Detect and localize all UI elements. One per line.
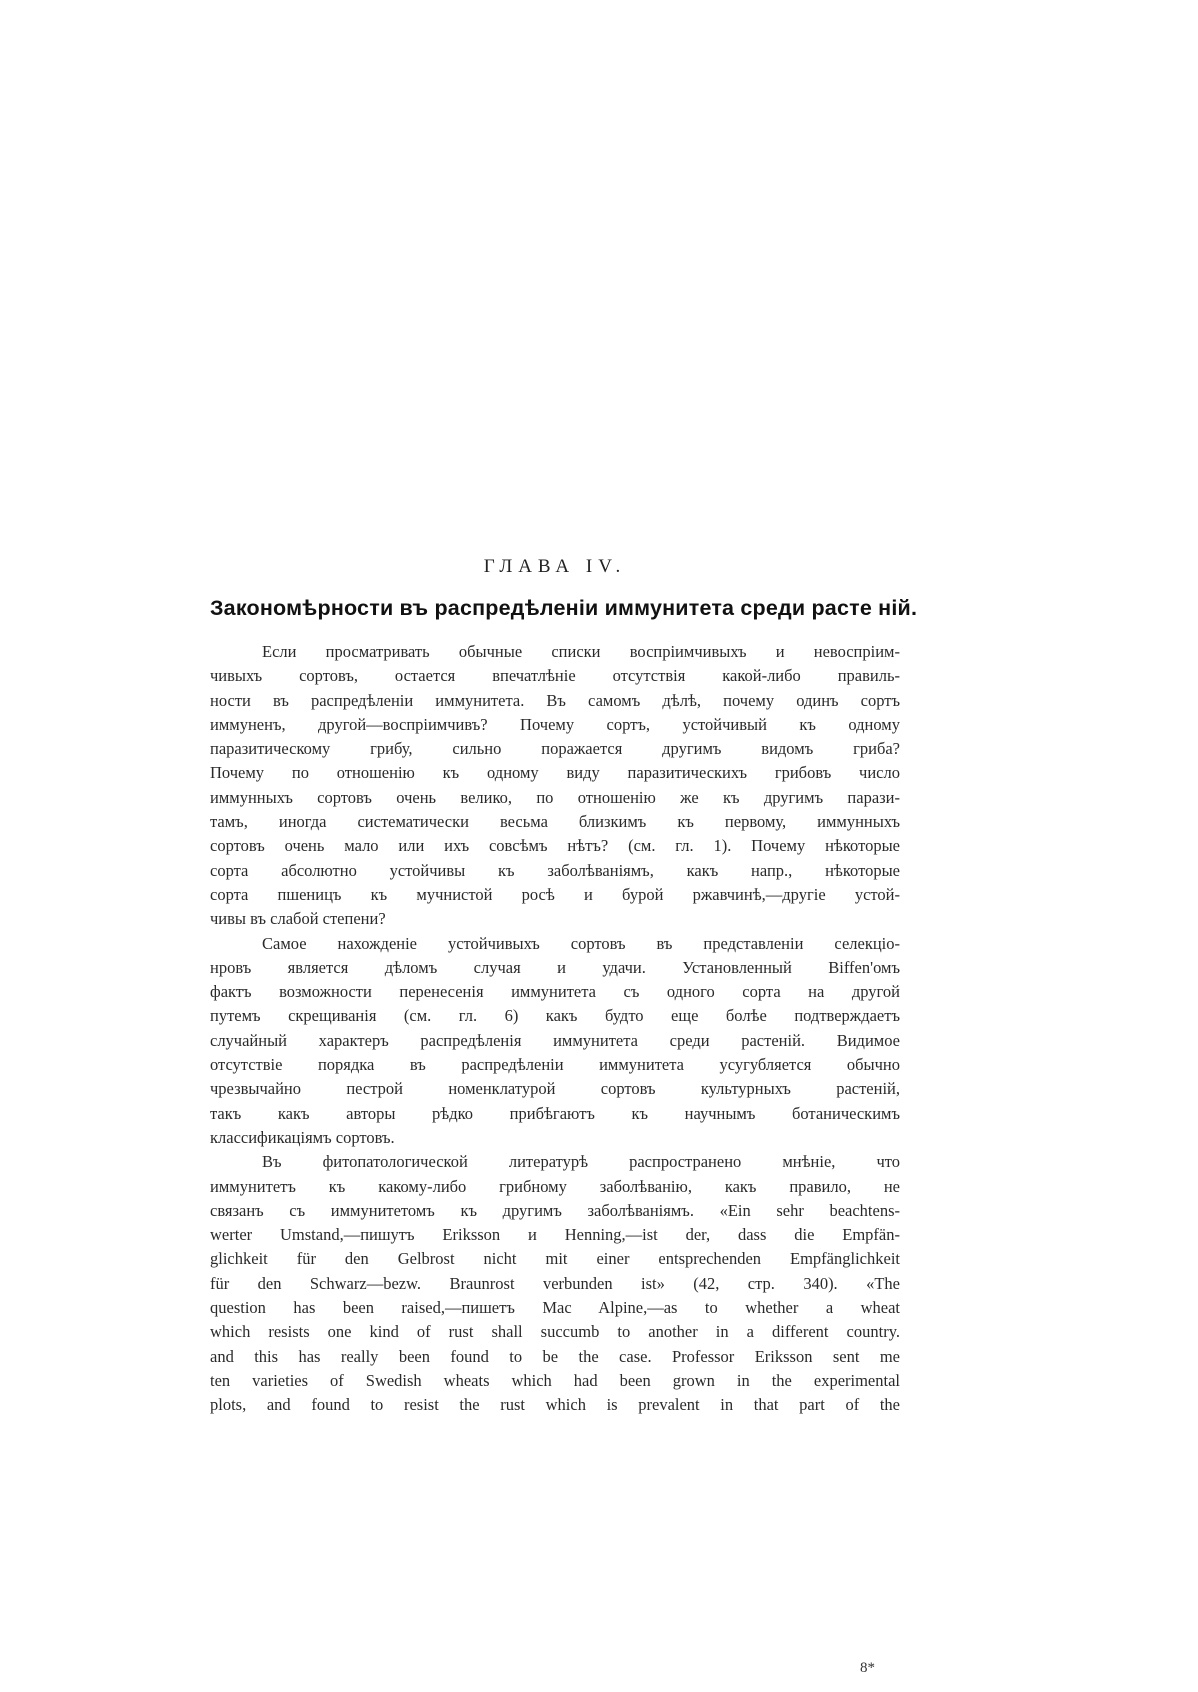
page-signature: 8*	[860, 1660, 875, 1676]
text-line: отсутствіе порядка въ распредѣленіи иммунитета усугубляется обычно	[210, 1055, 900, 1075]
text-line: путемъ скрещиванія (см. гл. 6) какъ будто еще болѣе подтверждаетъ	[210, 1006, 900, 1026]
text-line: сорта пшеницъ къ мучнистой росѣ и бурой ржавчинѣ,—другіе устой-	[210, 884, 900, 904]
text-line: иммуненъ, другой—воспріимчивъ? Почему сортъ, устойчивый къ одному	[210, 714, 900, 734]
text-line: нровъ является дѣломъ случая и удачи. Установленный Biffen'омъ	[210, 957, 900, 977]
text-line: für den Schwarz—bezw. Braunrost verbunden ist» (42, стр. 340). «The	[210, 1273, 900, 1293]
text-line: сортовъ очень мало или ихъ совсѣмъ нѣтъ? (см. гл. 1). Почему нѣкоторые	[210, 836, 900, 856]
text-line: question has been raised,—пишетъ Mac Alpine,—as to whether a wheat	[210, 1298, 900, 1318]
text-line: чрезвычайно пестрой номенклатурой сортовъ культурныхъ растеній,	[210, 1079, 900, 1099]
text-line: иммунныхъ сортовъ очень велико, по отношенію же къ другимъ парази-	[210, 787, 900, 807]
text-line: and this has really been found to be the case. Professor Eriksson sent me	[210, 1346, 900, 1366]
text-line: связанъ съ иммунитетомъ къ другимъ заболѣваніямъ. «Ein sehr beachtens-	[210, 1200, 900, 1220]
text-line: Въ фитопатологической литературѣ распространено мнѣніе, что	[262, 1152, 900, 1172]
text-line: такъ какъ авторы рѣдко прибѣгаютъ къ научнымъ ботаническимъ	[210, 1103, 900, 1123]
chapter-heading: ГЛАВА IV.	[483, 556, 627, 577]
text-line: сорта абсолютно устойчивы къ заболѣваніямъ, какъ напр., нѣкоторые	[210, 860, 900, 880]
text-line: чивы въ слабой степени?	[210, 909, 386, 929]
text-line: ности въ распредѣленіи иммунитета. Въ самомъ дѣлѣ, почему одинъ сортъ	[210, 690, 900, 710]
body-text	[210, 640, 900, 1418]
chapter-title: Закономѣрности въ распредѣленіи иммунитета среди расте ній.	[210, 596, 918, 620]
text-line: plots, and found to resist the rust which is prevalent in that part of the	[210, 1395, 900, 1415]
text-line: фактъ возможности перенесенія иммунитета съ одного сорта на другой	[210, 982, 900, 1002]
text-line: тамъ, иногда систематически весьма близкимъ къ первому, иммунныхъ	[210, 812, 900, 832]
text-line: Почему по отношенію къ одному виду паразитическихъ грибовъ число	[210, 763, 900, 783]
text-line: иммунитетъ къ какому-либо грибному заболѣванію, какъ правило, не	[210, 1176, 900, 1196]
text-line: Самое нахожденіе устойчивыхъ сортовъ въ представленіи селекціо-	[262, 933, 900, 953]
text-line: werter Umstand,—пишутъ Eriksson и Henning,—ist der, dass die Empfän-	[210, 1225, 900, 1245]
text-line: чивыхъ сортовъ, остается впечатлѣніе отсутствія какой-либо правиль-	[210, 666, 900, 686]
text-line: случайный характеръ распредѣленія иммунитета среди растеній. Видимое	[210, 1030, 900, 1050]
text-line: which resists one kind of rust shall succumb to another in a different country.	[210, 1322, 900, 1342]
text-line: паразитическому грибу, сильно поражается другимъ видомъ гриба?	[210, 739, 900, 759]
text-line: Если просматривать обычные списки воспріимчивыхъ и невоспріим-	[262, 642, 900, 661]
text-line: классификаціямъ сортовъ.	[210, 1127, 395, 1147]
text-line: ten varieties of Swedish wheats which had been grown in the experimental	[210, 1370, 900, 1390]
text-line: glichkeit für den Gelbrost nicht mit einer entsprechenden Empfänglichkeit	[210, 1249, 900, 1269]
